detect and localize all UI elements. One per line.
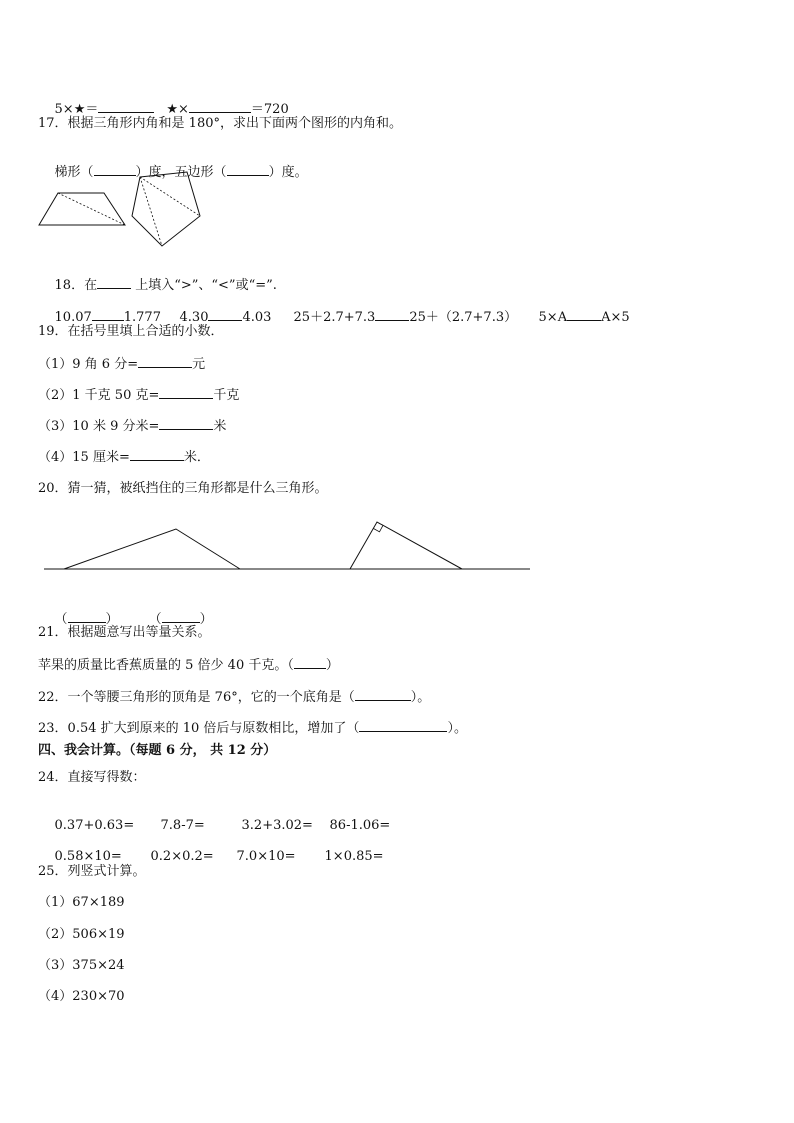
q23-text: 23．0.54 扩大到原来的 10 倍后与原数相比，增加了（: [38, 721, 360, 736]
q24-r1-c3: 3.2+3.02=: [241, 818, 313, 833]
q25-item-4: （4）230×70: [38, 989, 125, 1004]
q21-line: [38, 656, 339, 674]
q24-r1-c4: 86-1.06=: [329, 818, 391, 833]
q25-item-3: （3）375×24: [38, 958, 125, 973]
q17-stem: 17．根据三角形内角和是 180°，求出下面两个图形的内角和。: [38, 116, 402, 131]
q18-stem-b: 上填入“>”、“<”或“=”.: [131, 278, 277, 293]
q16-mid: ★×: [166, 102, 189, 117]
q17-pentagon-blank[interactable]: [227, 163, 269, 176]
q19-item-2: [38, 386, 239, 404]
q20-figure: [44, 516, 532, 574]
section-4-title: 四、我会计算。（每题 6 分， 共 12 分）: [38, 743, 277, 758]
q22-blank[interactable]: [355, 688, 411, 701]
q25-item-1: （1）67×189: [38, 895, 125, 910]
q16-blank-2[interactable]: [189, 100, 251, 113]
q19-item-1-pre: （1）9 角 6 分=: [38, 357, 139, 372]
q20-stem: 20．猜一猜，被纸挡住的三角形都是什么三角形。: [38, 481, 328, 496]
q16-right: ＝720: [250, 102, 289, 117]
q20-answer-1-blank[interactable]: [68, 610, 106, 623]
q23-line: [38, 719, 467, 737]
q20-close-2: ）: [199, 612, 213, 627]
q19-item-4: [38, 448, 210, 466]
obtuse-triangle-visible: [64, 529, 240, 569]
q18-stem-a: 18．在: [54, 278, 98, 293]
q18-item-2-a: 4.30: [179, 310, 209, 325]
right-triangle-visible: [350, 522, 462, 569]
pentagon-figure: [132, 172, 200, 246]
q18-item-4-b: A×5: [601, 310, 630, 325]
q19-item-3: [38, 417, 226, 435]
q20-close-1: ）: [105, 612, 119, 627]
q20-answer-2-blank[interactable]: [162, 610, 200, 623]
q24-r2-c2: 0.2×0.2=: [150, 849, 214, 864]
q19-item-3-post: 米: [213, 419, 227, 434]
q25-stem: 25．列竖式计算。: [38, 864, 146, 879]
q22-close: ）。: [410, 690, 431, 705]
q19-item-1-blank[interactable]: [138, 355, 192, 368]
q18-item-3-blank[interactable]: [375, 308, 409, 321]
trapezoid-figure: [39, 193, 125, 225]
q19-item-1-post: 元: [192, 357, 206, 372]
q19-item-2-pre: （2）1 千克 50 克=: [38, 388, 160, 403]
q19-item-4-pre: （4）15 厘米=: [38, 450, 130, 465]
q18-item-2-blank[interactable]: [208, 308, 242, 321]
q18-item-1-blank[interactable]: [92, 308, 124, 321]
q17-part2-end: ）度。: [268, 165, 308, 180]
q18-item-4: [539, 308, 630, 326]
q24-r1-c2: 7.8-7=: [160, 818, 205, 833]
q21-stem: 21．根据题意写出等量关系。: [38, 625, 211, 640]
q18-item-3-b: 25＋（2.7+7.3）: [409, 310, 518, 325]
q16-blank-1[interactable]: [98, 100, 154, 113]
q18-item-1-a: 10.07: [54, 310, 92, 325]
q23-close: ）。: [447, 721, 467, 736]
q24-r1-c1: 0.37+0.63=: [54, 818, 135, 833]
q18-item-3-a: 25＋2.7+7.3: [293, 310, 376, 325]
q18-item-4-blank[interactable]: [567, 308, 601, 321]
q17-figures: [36, 168, 206, 250]
q18-item-1-b: 1.777: [123, 310, 161, 325]
q19-item-4-blank[interactable]: [130, 448, 184, 461]
q17-part1-end: ）度，五边形（: [135, 165, 227, 180]
q21-text: 苹果的质量比香蕉质量的 5 倍少 40 千克。（: [38, 658, 294, 673]
q19-stem: 19．在括号里填上合适的小数．: [38, 324, 224, 339]
q21-close: ）: [325, 658, 339, 673]
q24-r2-c4: 1×0.85=: [324, 849, 384, 864]
q19-item-3-pre: （3）10 米 9 分米=: [38, 419, 160, 434]
q19-item-3-blank[interactable]: [159, 417, 213, 430]
q22-line: [38, 688, 430, 706]
q18-stem-blank: [97, 276, 131, 289]
q24-r2-c1: 0.58×10=: [54, 849, 122, 864]
q24-r2-c3: 7.0×10=: [236, 849, 296, 864]
q24-stem: 24．直接写得数：: [38, 770, 146, 785]
q19-item-1: [38, 355, 205, 373]
q21-blank[interactable]: [294, 656, 326, 669]
q23-blank[interactable]: [359, 719, 447, 732]
q25-item-2: （2）506×19: [38, 927, 125, 942]
q20-open-2: （: [148, 612, 162, 627]
q22-text: 22．一个等腰三角形的顶角是 76°，它的一个底角是（: [38, 690, 355, 705]
q17-part1: 梯形（: [54, 165, 94, 180]
q19-item-2-blank[interactable]: [159, 386, 213, 399]
q19-item-4-post: 米．: [183, 450, 210, 465]
q20-open-1: （: [54, 612, 68, 627]
q18-item-4-a: 5×A: [538, 310, 568, 325]
q16-left: 5×★＝: [54, 102, 99, 117]
q19-item-2-post: 千克: [213, 388, 240, 403]
q18-item-2-b: 4.03: [242, 310, 272, 325]
q18-item-3: [294, 308, 539, 326]
